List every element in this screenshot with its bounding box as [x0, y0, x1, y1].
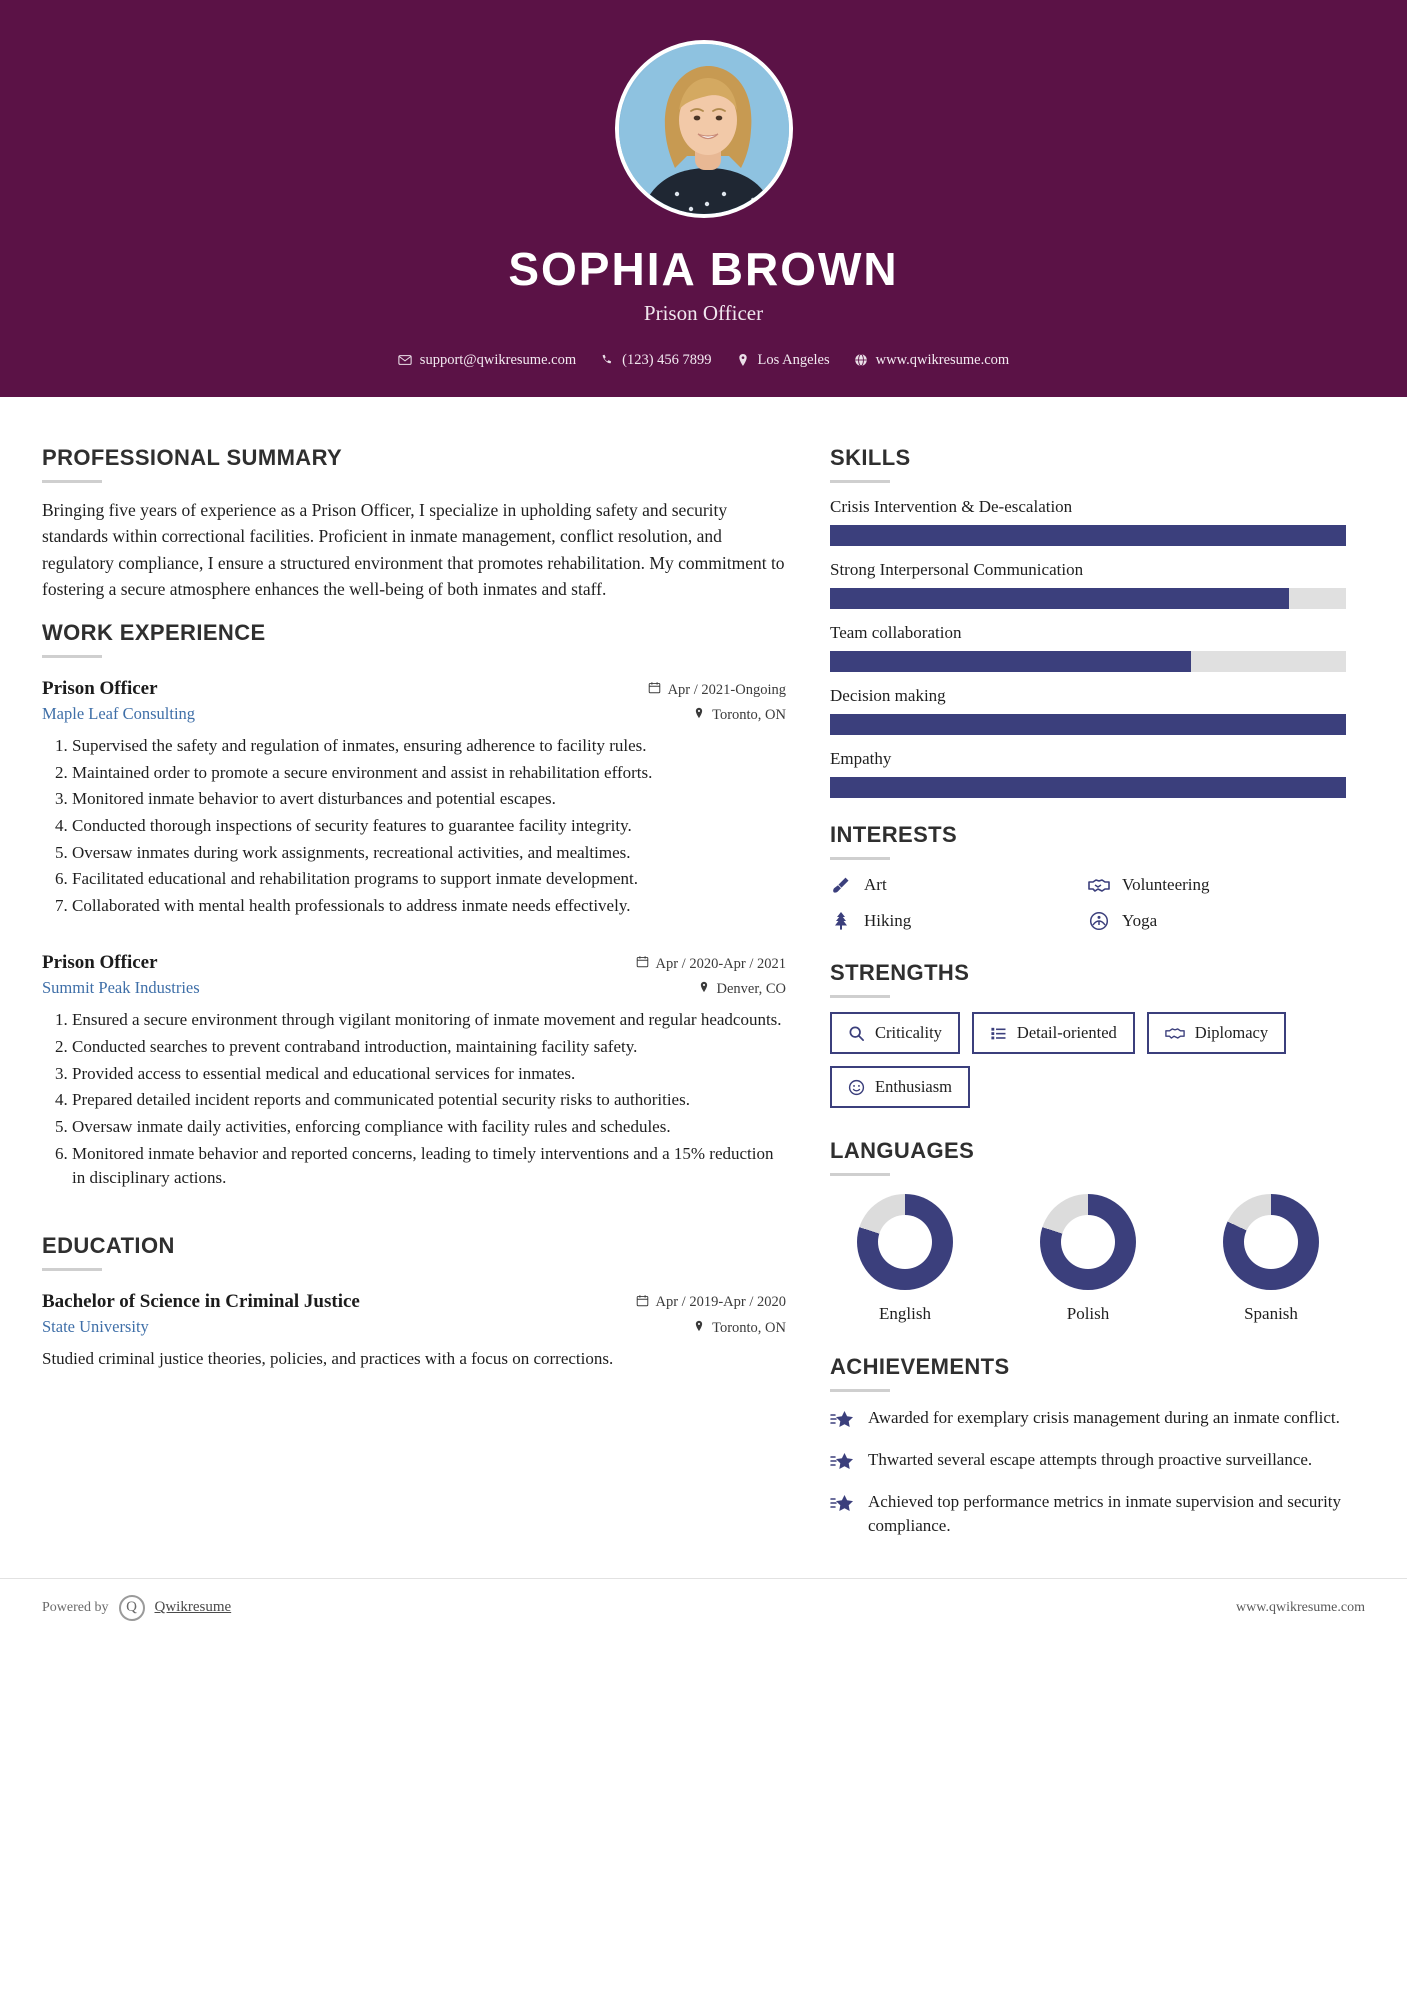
strength-label: Enthusiasm — [875, 1077, 952, 1096]
envelope-icon — [398, 353, 412, 367]
job-location — [698, 981, 786, 998]
job-bullets — [42, 1008, 786, 1190]
skill-item — [830, 623, 1346, 672]
list-item: 4. Conducted thorough inspections of security features to guarantee facility integrity. — [72, 814, 786, 839]
education-date — [636, 1294, 787, 1312]
contact-website-text: www.qwikresume.com — [875, 351, 1010, 368]
paintbrush-icon — [830, 874, 852, 896]
language-item — [1013, 1194, 1163, 1324]
skill-bar — [830, 777, 1346, 798]
skill-label: Team collaboration — [830, 623, 962, 642]
contact-phone[interactable] — [600, 352, 711, 369]
interests-list — [830, 874, 1346, 932]
divider — [830, 480, 890, 483]
list-icon — [990, 1025, 1007, 1042]
tree-icon — [830, 910, 852, 932]
job-role: Prison Officer — [42, 678, 158, 699]
divider — [42, 655, 102, 658]
strength-label: Criticality — [875, 1023, 942, 1042]
list-item: 5. Oversaw inmate daily activities, enforcing compliance with facility rules and schedules. — [72, 1115, 786, 1140]
job-role: Prison Officer — [42, 952, 158, 974]
strength-item — [972, 1012, 1135, 1054]
strength-item — [1147, 1012, 1286, 1054]
skill-item — [830, 560, 1346, 609]
location-pin-icon — [698, 981, 710, 998]
phone-icon — [600, 353, 614, 367]
achievement-text: Thwarted several escape attempts through proactive surveillance. — [868, 1450, 1313, 1469]
calendar-icon — [648, 681, 661, 699]
professional-summary-text: Bringing five years of experience as a Prison Officer, I specialize in upholding safety and security standards within correctional facilities. Proficient in inmate management, conflict resolution, and regulatory compliance, I ensure a structured environment that promotes rehabilitation. My commitment to fostering a secure atmosphere enhances the well-being of both inmates and staff. — [42, 500, 785, 599]
handshake-icon — [1088, 874, 1110, 896]
skill-bar-fill — [830, 651, 1191, 672]
divider — [830, 1173, 890, 1176]
skill-bar-fill — [830, 714, 1346, 735]
section-title-achievements: ACHIEVEMENTS — [830, 1354, 1010, 1379]
list-item: 7. Collaborated with mental health professionals to address inmate needs effectively. — [72, 894, 786, 919]
skill-item — [830, 686, 1346, 735]
location-pin-icon — [693, 707, 705, 724]
section-title-work: WORK EXPERIENCE — [42, 620, 266, 645]
skill-bar-fill — [830, 588, 1289, 609]
section-title-strengths: STRENGTHS — [830, 960, 970, 985]
language-label: Polish — [1066, 1304, 1110, 1323]
job-date-text: Apr / 2021-Ongoing — [667, 681, 786, 698]
education-location — [693, 1320, 786, 1337]
education-item — [42, 1291, 786, 1372]
location-pin-icon — [736, 353, 750, 367]
contact-email-text: support@qwikresume.com — [419, 351, 577, 368]
calendar-icon — [636, 1294, 649, 1312]
candidate-name: SOPHIA BROWN — [508, 243, 899, 295]
section-title-interests: INTERESTS — [830, 822, 958, 847]
skill-label: Crisis Intervention & De-escalation — [830, 497, 1073, 516]
language-donut — [1223, 1194, 1319, 1290]
contact-location-text: Los Angeles — [757, 351, 830, 368]
skill-bar — [830, 651, 1346, 672]
skill-label: Decision making — [830, 686, 946, 705]
skill-item — [830, 749, 1346, 798]
languages-list — [830, 1194, 1346, 1324]
language-label: English — [879, 1304, 931, 1323]
job-bullets — [42, 734, 786, 918]
section-title-summary: PROFESSIONAL SUMMARY — [42, 445, 343, 470]
strength-item — [830, 1066, 970, 1108]
interest-label: Art — [864, 875, 887, 894]
skill-bar — [830, 714, 1346, 735]
language-donut — [857, 1194, 953, 1290]
achievement-text: Awarded for exemplary crisis management during an inmate conflict. — [868, 1408, 1340, 1427]
smiley-icon — [848, 1079, 865, 1096]
skill-label: Strong Interpersonal Communication — [830, 560, 1084, 579]
strength-item — [830, 1012, 960, 1054]
list-item: 6. Facilitated educational and rehabilitation programs to support inmate development. — [72, 867, 786, 892]
qwikresume-brand[interactable]: Qwikresume — [154, 1599, 232, 1616]
powered-by — [42, 1595, 231, 1621]
qwikresume-logo-icon: Q — [119, 1595, 145, 1621]
interest-label: Hiking — [864, 911, 912, 930]
interest-item — [1088, 910, 1346, 932]
divider — [830, 857, 890, 860]
location-pin-icon — [693, 1320, 705, 1337]
contact-location — [736, 352, 830, 369]
star-badge-icon — [830, 1451, 854, 1476]
section-title-languages: LANGUAGES — [830, 1138, 975, 1163]
achievement-item — [830, 1490, 1346, 1538]
list-item: 4. Prepared detailed incident reports and communicated potential security risks to authorities. — [72, 1088, 786, 1113]
interest-label: Volunteering — [1122, 875, 1210, 894]
star-badge-icon — [830, 1409, 854, 1434]
divider — [830, 995, 890, 998]
yoga-icon — [1088, 910, 1110, 932]
work-item — [42, 952, 786, 1190]
achievement-item — [830, 1406, 1346, 1434]
strength-label: Diplomacy — [1194, 1023, 1269, 1042]
list-item: 3. Provided access to essential medical and educational services for inmates. — [72, 1062, 786, 1087]
achievements-list — [830, 1406, 1346, 1538]
contact-phone-text: (123) 456 7899 — [622, 351, 712, 368]
contact-row — [398, 352, 1009, 369]
interest-label: Yoga — [1122, 911, 1158, 930]
resume-body — [0, 397, 1407, 1552]
job-location-text: Denver, CO — [716, 981, 786, 998]
skill-bar — [830, 588, 1346, 609]
education-degree: Bachelor of Science in Criminal Justice — [42, 1290, 360, 1312]
list-item: 5. Oversaw inmates during work assignments, recreational activities, and mealtimes. — [72, 841, 786, 866]
section-title-education: EDUCATION — [42, 1232, 175, 1258]
resume-header — [0, 0, 1407, 397]
powered-by-label: Powered by — [42, 1599, 109, 1615]
list-item: 2. Conducted searches to prevent contraband introduction, maintaining facility safety. — [72, 1035, 786, 1060]
globe-icon — [854, 353, 868, 367]
achievement-item — [830, 1448, 1346, 1476]
skill-bar-fill — [830, 777, 1346, 798]
job-location — [693, 707, 786, 724]
left-column — [42, 427, 786, 1552]
list-item: 6. Monitored inmate behavior and reported concerns, leading to timely interventions and a 15% reduction in disciplinary actions. — [72, 1142, 786, 1191]
language-item — [1196, 1194, 1346, 1324]
list-item: 3. Monitored inmate behavior to avert disturbances and potential escapes. — [72, 787, 786, 812]
education-school[interactable]: State University — [42, 1316, 149, 1336]
calendar-icon — [636, 955, 649, 973]
skill-label: Empathy — [830, 749, 892, 768]
language-donut — [1040, 1194, 1136, 1290]
candidate-job-title: Prison Officer — [643, 300, 764, 325]
resume-footer — [0, 1578, 1407, 1641]
education-description: Studied criminal justice theories, policies, and practices with a focus on corrections. — [42, 1348, 614, 1368]
work-item — [42, 678, 786, 918]
handshake-icon — [1165, 1025, 1185, 1042]
skill-item — [830, 497, 1346, 546]
divider — [42, 480, 102, 483]
achievement-text: Achieved top performance metrics in inmate supervision and security compliance. — [868, 1492, 1342, 1535]
skill-bar-fill — [830, 525, 1346, 546]
search-icon — [848, 1025, 865, 1042]
section-title-skills: SKILLS — [830, 445, 911, 470]
avatar — [615, 40, 793, 218]
star-badge-icon — [830, 1493, 854, 1518]
job-date — [648, 681, 786, 699]
list-item: 2. Maintained order to promote a secure environment and assist in rehabilitation efforts. — [72, 761, 786, 786]
interest-item — [1088, 874, 1346, 896]
strength-label: Detail-oriented — [1016, 1023, 1117, 1042]
divider — [830, 1389, 890, 1392]
list-item: 1. Supervised the safety and regulation of inmates, ensuring adherence to facility rules. — [72, 734, 786, 759]
language-label: Spanish — [1244, 1304, 1298, 1323]
job-company[interactable]: Summit Peak Industries — [42, 978, 200, 998]
list-item: 1. Ensured a secure environment through vigilant monitoring of inmate movement and regular headcounts. — [72, 1008, 786, 1033]
job-location-text: Toronto, ON — [712, 707, 786, 723]
right-column — [830, 427, 1346, 1552]
education-date-text: Apr / 2019-Apr / 2020 — [655, 1294, 786, 1311]
footer-url[interactable]: www.qwikresume.com — [1236, 1599, 1365, 1615]
contact-email[interactable] — [398, 352, 576, 369]
strengths-list — [830, 1012, 1346, 1108]
language-item — [830, 1194, 980, 1324]
job-date — [636, 955, 787, 973]
skill-bar — [830, 525, 1346, 546]
job-company[interactable]: Maple Leaf Consulting — [42, 704, 196, 723]
job-date-text: Apr / 2020-Apr / 2021 — [655, 955, 786, 972]
education-location-text: Toronto, ON — [712, 1319, 786, 1336]
contact-website[interactable] — [854, 352, 1010, 369]
divider — [42, 1268, 102, 1271]
interest-item — [830, 910, 1088, 932]
interest-item — [830, 874, 1088, 896]
